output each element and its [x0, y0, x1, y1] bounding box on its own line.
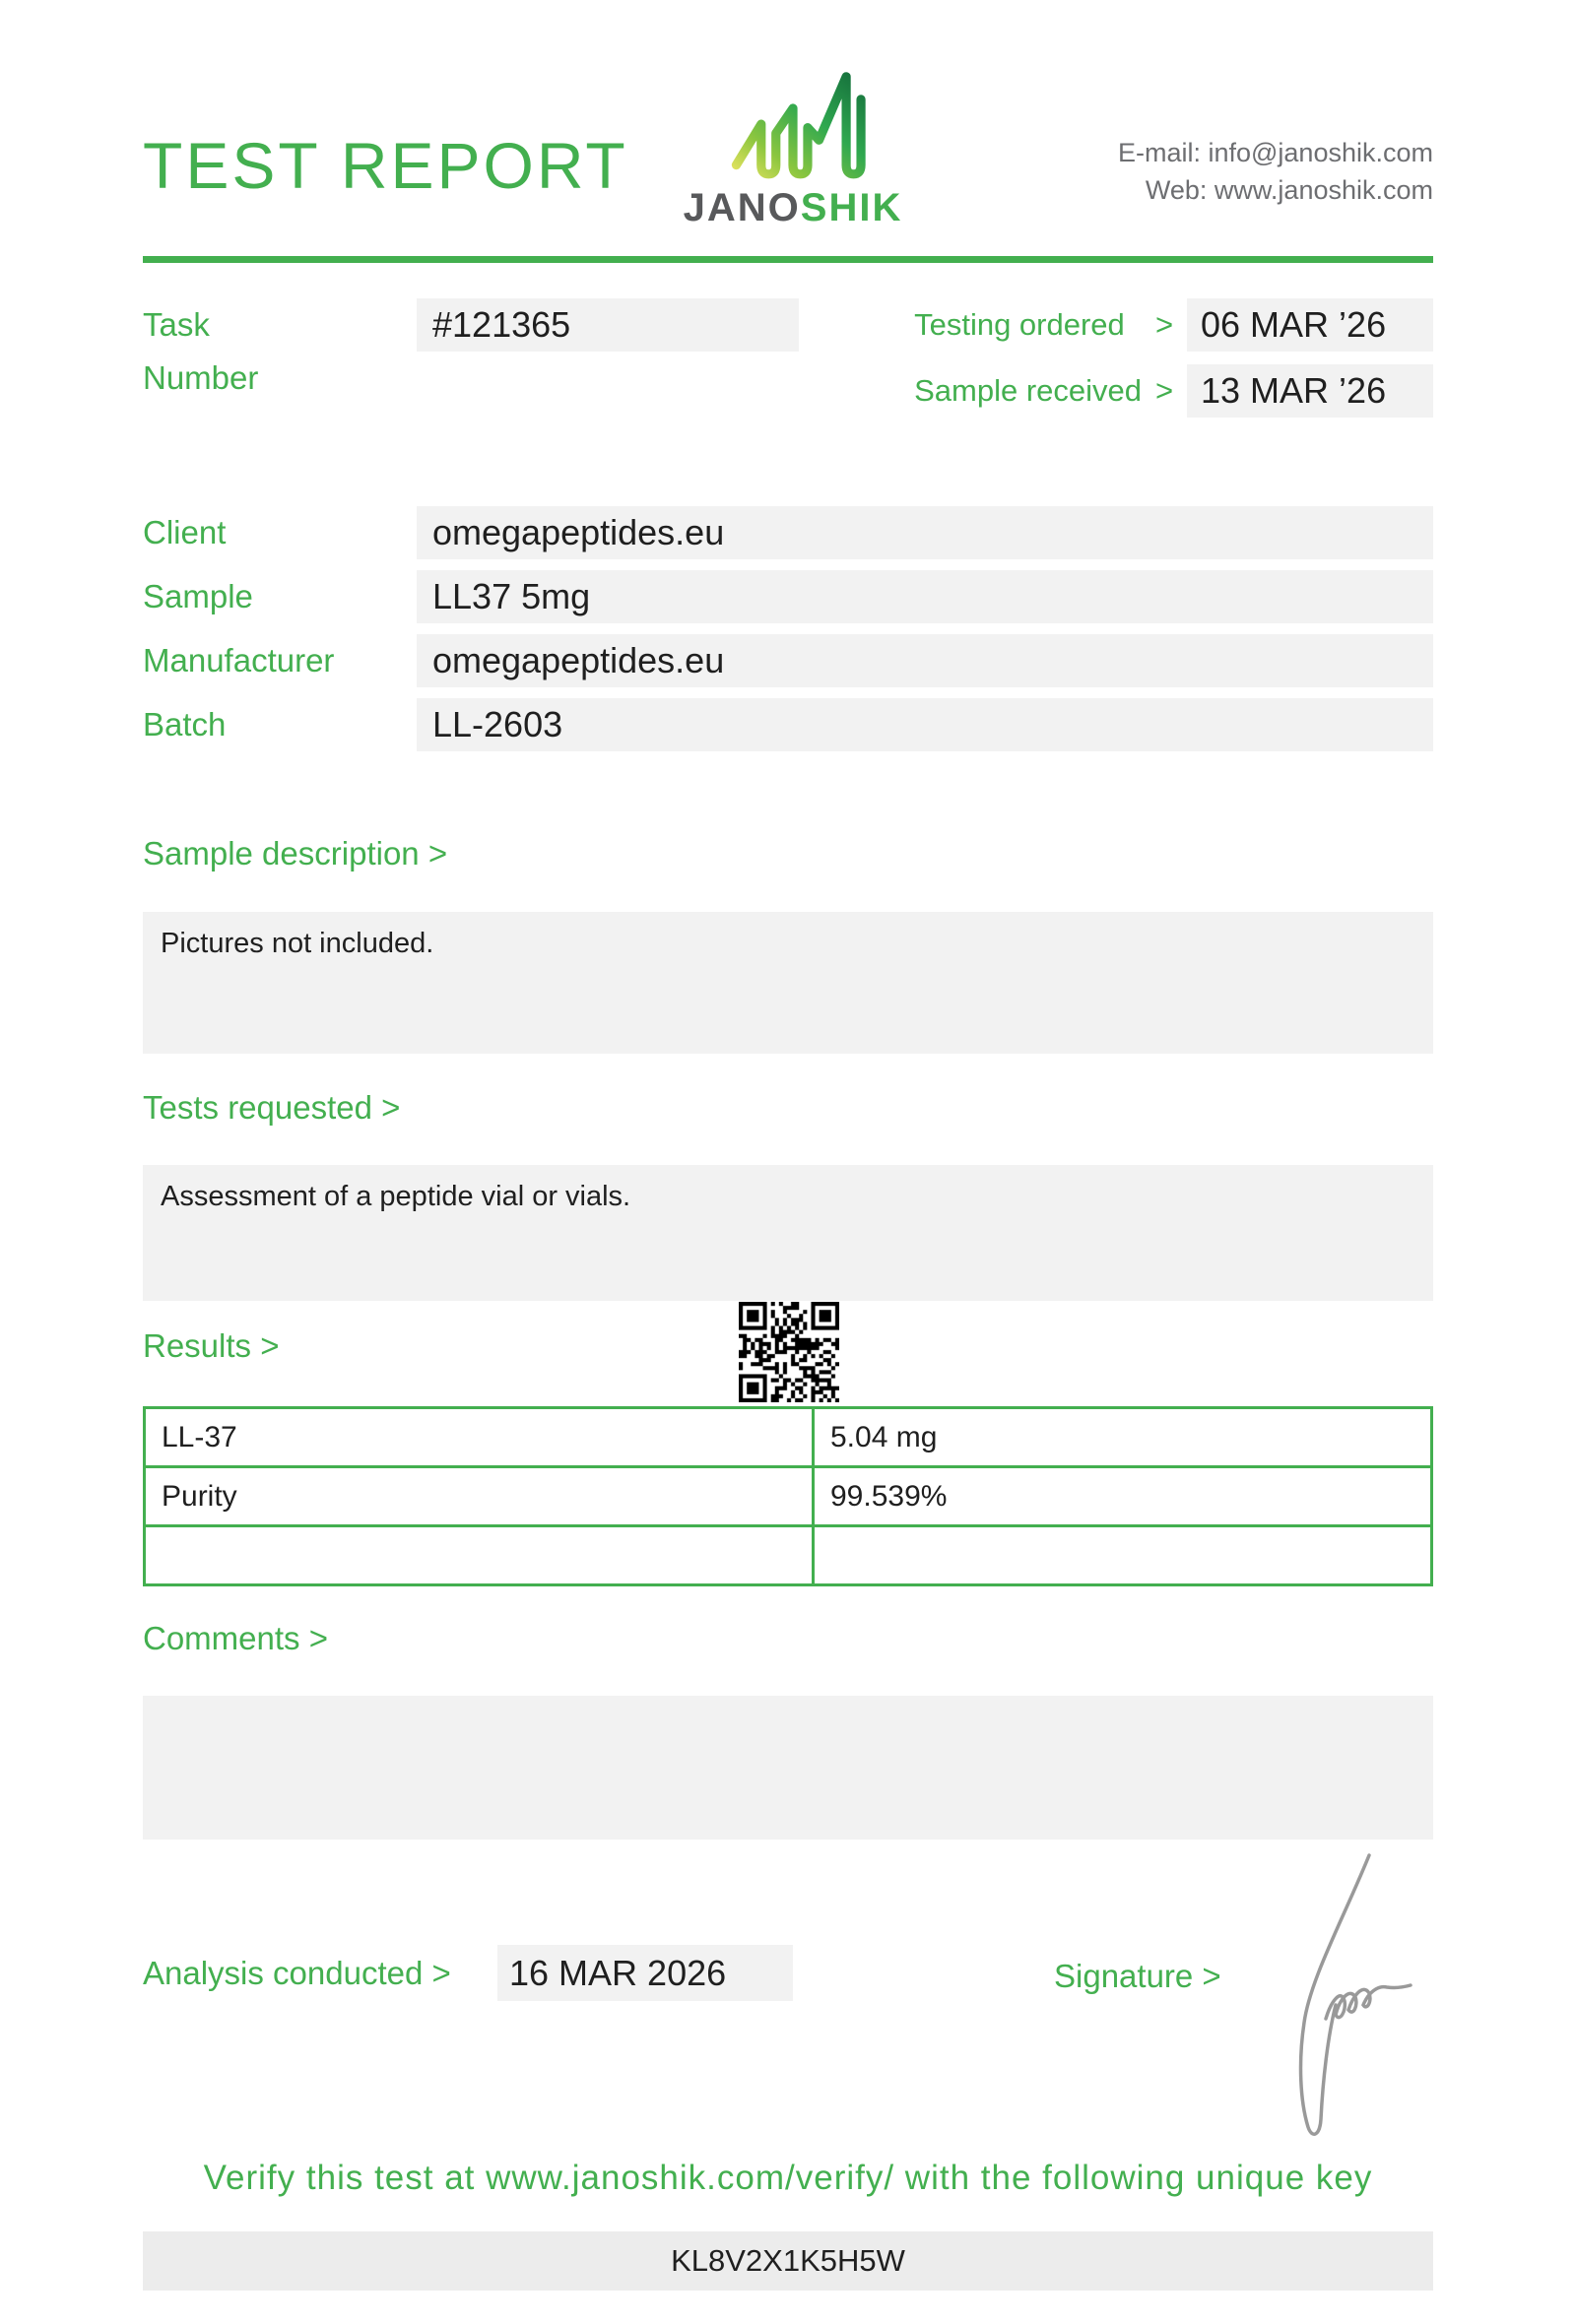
- unique-key-value: KL8V2X1K5H5W: [143, 2231, 1433, 2291]
- testing-ordered-value: 06 MAR ’26: [1187, 298, 1433, 352]
- client-value: omegapeptides.eu: [417, 506, 1433, 559]
- contact-info: [1118, 134, 1433, 209]
- batch-label: Batch: [143, 706, 227, 742]
- sample-description-heading: Sample description >: [143, 835, 448, 872]
- dates-block: [914, 298, 1433, 418]
- testing-ordered-label: Testing ordered: [914, 307, 1125, 342]
- testing-ordered-arrow: >: [1154, 307, 1174, 342]
- signature-scribble: [1249, 1849, 1421, 2140]
- table-row: [145, 1467, 1432, 1526]
- results-heading: Results >: [143, 1327, 280, 1364]
- tests-requested-box: Assessment of a peptide vial or vials.: [143, 1165, 1433, 1301]
- brand-wordmark-green: SHIK: [800, 186, 903, 229]
- analysis-conducted-value: 16 MAR 2026: [497, 1945, 793, 2001]
- result-value: 99.539%: [814, 1467, 1432, 1526]
- sample-info-block: [143, 506, 1433, 751]
- sample-received-label: Sample received: [914, 373, 1142, 408]
- page-title: TEST REPORT: [143, 129, 628, 202]
- sample-received-arrow: >: [1154, 373, 1174, 408]
- brand-wordmark: [675, 186, 911, 230]
- result-value: 5.04 mg: [814, 1408, 1432, 1467]
- table-row: [145, 1408, 1432, 1467]
- sample-received-value: 13 MAR ’26: [1187, 364, 1433, 418]
- task-number-value: #121365: [417, 298, 799, 352]
- comments-heading: Comments >: [143, 1620, 328, 1656]
- brand-wordmark-gray: JANO: [683, 186, 801, 229]
- table-row: [145, 1526, 1432, 1585]
- manufacturer-label: Manufacturer: [143, 642, 335, 678]
- result-value: [814, 1526, 1432, 1585]
- contact-email: E-mail: info@janoshik.com: [1117, 138, 1433, 167]
- sample-label: Sample: [143, 578, 253, 614]
- verify-instruction: Verify this test at www.janoshik.com/verify/ with the following unique key: [203, 2159, 1373, 2197]
- result-name: [145, 1526, 814, 1585]
- client-label: Client: [143, 514, 227, 550]
- result-name: LL-37: [145, 1408, 814, 1467]
- sample-description-box: Pictures not included.: [143, 912, 1433, 1054]
- result-name: Purity: [145, 1467, 814, 1526]
- batch-value: LL-2603: [417, 698, 1433, 751]
- analysis-conducted-label: Analysis conducted >: [143, 1955, 451, 1991]
- header-divider: [143, 256, 1433, 263]
- comments-box: [143, 1696, 1433, 1840]
- chart-arrow-icon: [719, 63, 867, 183]
- results-table: [143, 1406, 1433, 1586]
- brand-logo: [675, 63, 911, 230]
- sample-value: LL37 5mg: [417, 570, 1433, 623]
- contact-web: Web: www.janoshik.com: [1145, 175, 1433, 205]
- task-number-label: Task Number: [143, 306, 259, 396]
- signature-label: Signature >: [1054, 1958, 1221, 1994]
- tests-requested-heading: Tests requested >: [143, 1089, 401, 1126]
- qr-code: [739, 1302, 839, 1402]
- manufacturer-value: omegapeptides.eu: [417, 634, 1433, 687]
